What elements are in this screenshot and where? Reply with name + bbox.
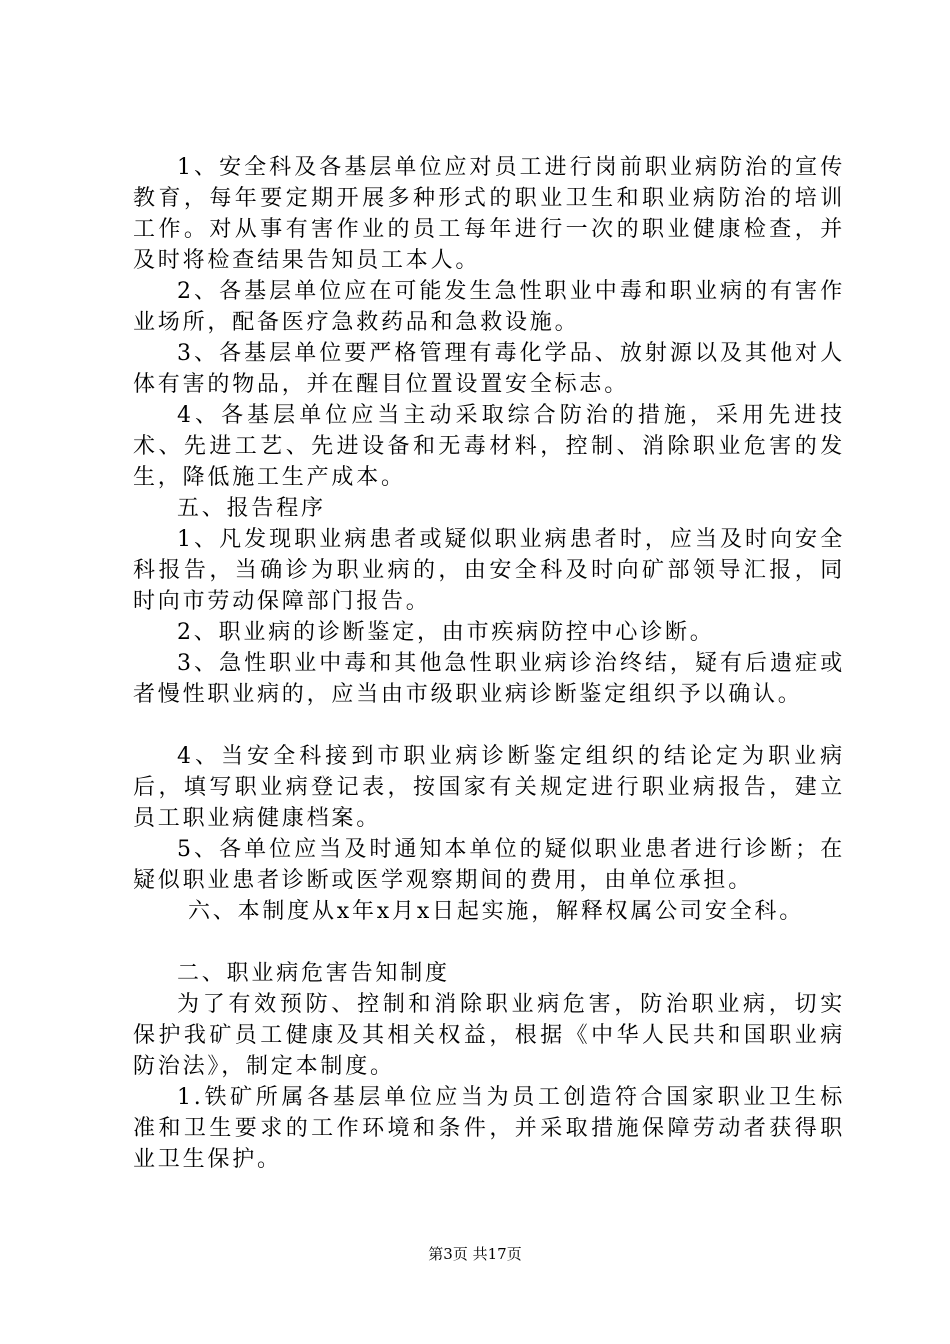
spacer (133, 927, 845, 958)
paragraph: 3、急性职业中毒和其他急性职业病诊治终结，疑有后遗症或者慢性职业病的，应当由市级职业病诊断鉴定组织予以确认。 (133, 651, 845, 707)
paragraph: 3、各基层单位要严格管理有毒化学品、放射源以及其他对人体有害的物品，并在醒目位置设置安全标志。 (133, 341, 845, 397)
paragraph: 4、各基层单位应当主动采取综合防治的措施，采用先进技术、先进工艺、先进设备和无毒材料，控制、消除职业危害的发生，降低施工生产成本。 (133, 403, 845, 490)
paragraph: 1、凡发现职业病患者或疑似职业病患者时，应当及时向安全科报告，当确诊为职业病的，由安全科及时向矿部领导汇报，同时向市劳动保障部门报告。 (133, 527, 845, 614)
document-body (133, 152, 845, 1175)
paragraph: 1.铁矿所属各基层单位应当为员工创造符合国家职业卫生标准和卫生要求的工作环境和条件，并采取措施保障劳动者获得职业卫生保护。 (133, 1085, 845, 1172)
paragraph: 2、各基层单位应在可能发生急性职业中毒和职业病的有害作业场所，配备医疗急救药品和急救设施。 (133, 279, 845, 335)
page-number-footer: 第3页 共17页 (428, 1245, 522, 1263)
paragraph: 4、当安全科接到市职业病诊断鉴定组织的结论定为职业病后，填写职业病登记表，按国家有关规定进行职业病报告，建立员工职业病健康档案。 (133, 744, 845, 831)
section-heading: 二、职业病危害告知制度 (177, 961, 450, 986)
paragraph: 1、安全科及各基层单位应对员工进行岗前职业病防治的宣传教育，每年要定期开展多种形式的职业卫生和职业病防治的培训工作。对从事有害作业的员工每年进行一次的职业健康检查，并及时将检查结果告知员工本人。 (133, 155, 845, 273)
paragraph: 六、本制度从x年x月x日起实施，解释权属公司安全科。 (188, 899, 805, 924)
spacer (133, 710, 845, 741)
section-heading: 五、报告程序 (177, 496, 326, 521)
paragraph: 为了有效预防、控制和消除职业病危害，防治职业病，切实保护我矿员工健康及其相关权益，根据《中华人民共和国职业病防治法》，制定本制度。 (133, 992, 845, 1079)
paragraph: 5、各单位应当及时通知本单位的疑似职业患者进行诊断；在疑似职业患者诊断或医学观察期间的费用，由单位承担。 (133, 837, 845, 893)
paragraph: 2、职业病的诊断鉴定，由市疾病防控中心诊断。 (177, 620, 715, 645)
